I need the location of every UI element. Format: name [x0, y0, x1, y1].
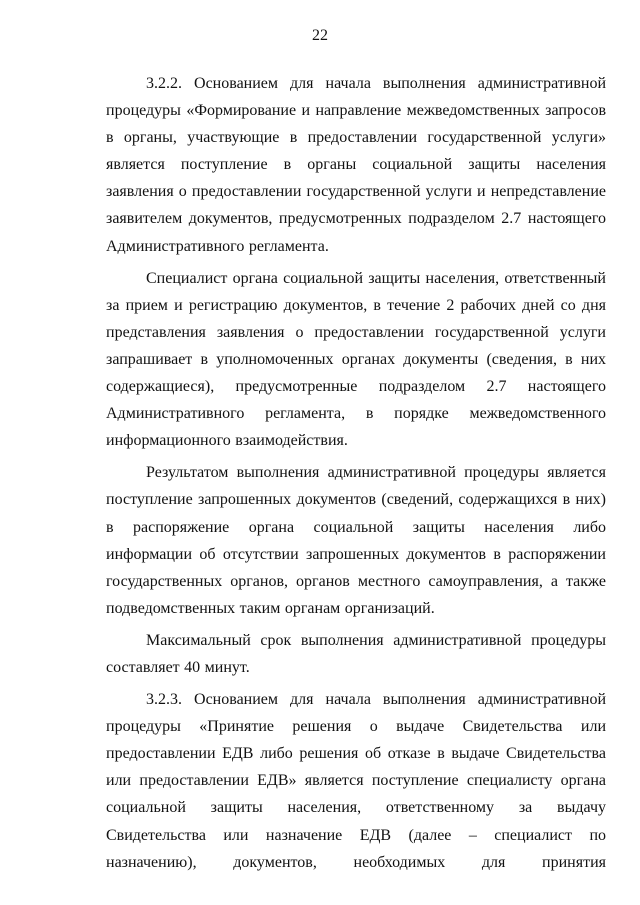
- paragraph-specialist-request: Специалист органа социальной защиты населения, ответственный за прием и регистрацию документов, в течение 2 рабочих дней со дня представления заявления о предоставлении государственной услуги запрашивает в уполномоченных органах документы (сведения, в них содержащиеся), предусмотренные подразделом 2.7 настоящего Административного регламента, в порядке межведомственного информационного взаимодействия.: [106, 269, 606, 450]
- document-body: [106, 70, 606, 881]
- paragraph-max-duration: Максимальный срок выполнения административной процедуры составляет 40 минут.: [106, 631, 606, 676]
- paragraph-3-2-3: 3.2.3. Основанием для начала выполнения административной процедуры «Принятие решения о выдаче Свидетельства или предоставлении ЕДВ либо решения об отказе в выдаче Свидетельства или предоставлении ЕДВ» является поступление специалисту органа социальной защиты населения, ответственному за выдачу Свидетельства или назначение ЕДВ (далее – специалист по назначению), документов, необходимых для принятия: [106, 691, 606, 871]
- paragraph-procedure-result: Результатом выполнения административной процедуры является поступление запрошенных документов (сведений, содержащихся в них) в распоряжение органа социальной защиты населения либо информации об отсутствии запрошенных документов в распоряжении государственных органов, органов местного самоуправления, а также подведомственных таким органам организаций.: [106, 464, 606, 617]
- paragraph-3-2-2: 3.2.2. Основанием для начала выполнения административной процедуры «Формирование и направление межведомственных запросов в органы, участвующие в предоставлении государственной услуги» является поступление в органы социальной защиты населения заявления о предоставлении государственной услуги и непредставление заявителем документов, предусмотренных подразделом 2.7 настоящего Административного регламента.: [106, 75, 606, 255]
- page-number: 22: [312, 27, 328, 44]
